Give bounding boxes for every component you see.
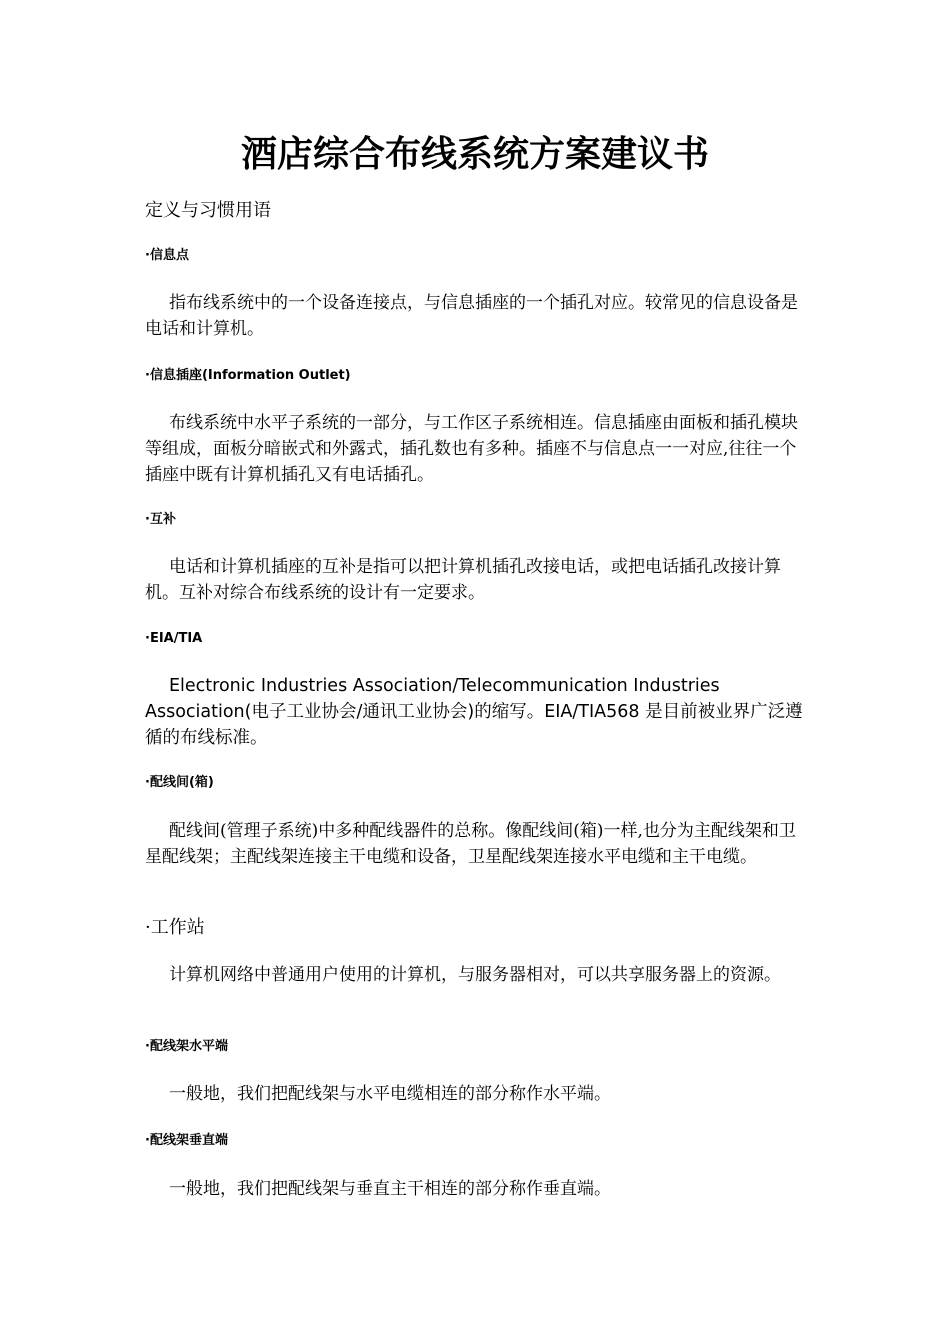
term-definition: 计算机网络中普通用户使用的计算机，与服务器相对，可以共享服务器上的资源。 [169, 965, 781, 985]
term-definition: 布线系统中水平子系统的一部分，与工作区子系统相连。信息插座由面板和插孔模块等组成，面板分暗嵌式和外露式，插孔数也有多种。插座不与信息点一一对应,往往一个插座中既有计算机插孔又有电话插孔。 [145, 413, 798, 485]
term-definition: 一般地，我们把配线架与垂直主干相连的部分称作垂直端。 [169, 1179, 611, 1199]
term-definition: 配线间(管理子系统)中多种配线器件的总称。像配线间(箱)一样,也分为主配线架和卫星配线架；主配线架连接主干电缆和设备，卫星配线架连接水平电缆和主干电缆。 [145, 821, 796, 867]
term-heading: ·互补 [145, 512, 176, 527]
term-heading: ·信息点 [145, 248, 189, 263]
term-definition: 一般地，我们把配线架与水平电缆相连的部分称作水平端。 [169, 1084, 611, 1104]
term-heading: ·工作站 [145, 917, 205, 938]
term-heading: ·配线架垂直端 [145, 1133, 228, 1148]
term-definition: Electronic Industries Association/Telecommunication Industries Association(电子工业协会/通讯工业协会)的缩写。EIA/TIA568 是目前被业界广泛遵循的布线标准。 [145, 676, 803, 748]
term-definition: 电话和计算机插座的互补是指可以把计算机插孔改接电话，或把电话插孔改接计算机。互补对综合布线系统的设计有一定要求。 [145, 557, 781, 603]
section-heading: 定义与习惯用语 [145, 200, 271, 221]
term-heading: ·配线间(箱) [145, 775, 214, 790]
term-heading: ·信息插座(Information Outlet) [145, 368, 351, 383]
term-definition: 指布线系统中的一个设备连接点，与信息插座的一个插孔对应。较常见的信息设备是电话和计算机。 [145, 293, 798, 339]
term-heading: ·EIA/TIA [145, 631, 203, 646]
term-heading: ·配线架水平端 [145, 1039, 228, 1054]
document-title: 酒店综合布线系统方案建议书 [240, 133, 709, 175]
